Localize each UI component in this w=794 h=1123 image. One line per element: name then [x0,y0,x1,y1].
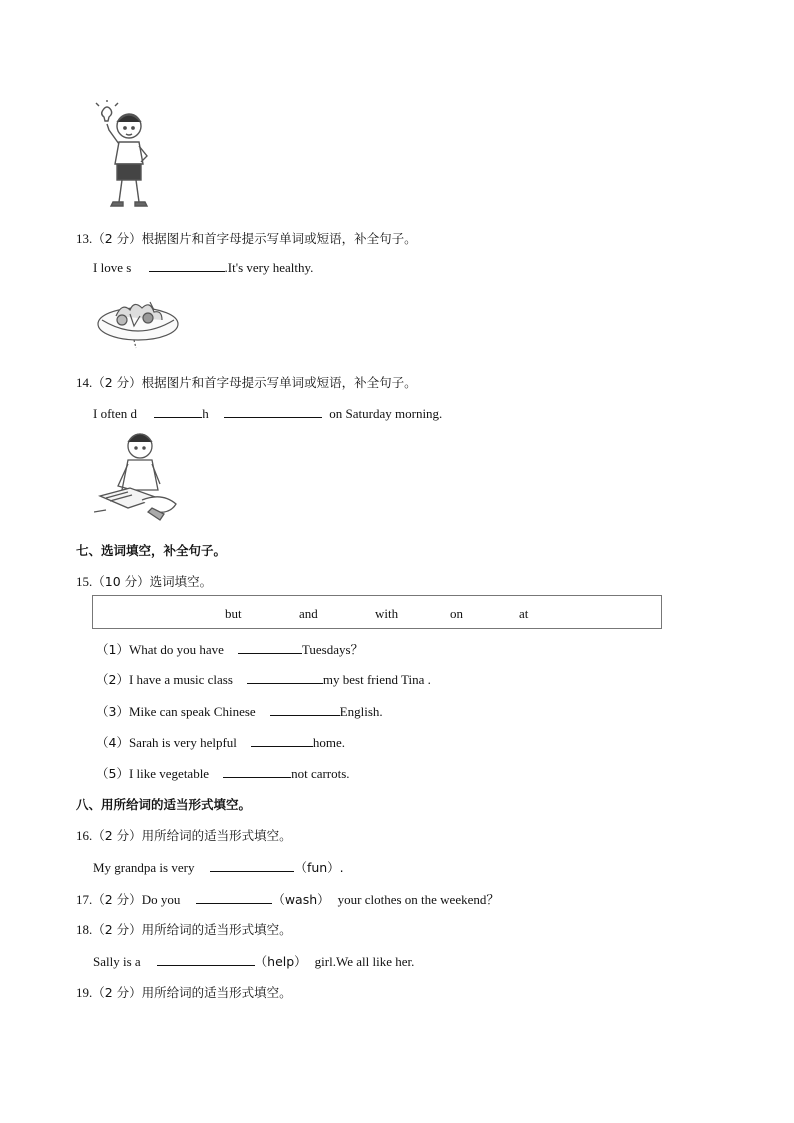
word-bank-word: and [299,606,318,621]
q13-sentence [93,259,313,276]
q14-sentence-pre: I often d [93,406,138,421]
q18-instruction: （2 分）用所给词的适当形式填空。 [92,922,292,937]
q18-sentence-post: girl.We all like her. [314,954,415,969]
boy-homework-illustration [94,430,186,530]
q13-header [76,229,417,247]
q14-number: 14. [76,375,93,390]
q14-sentence-post: on Saturday morning. [329,406,443,421]
q16-number: 16. [76,828,93,843]
q15-item-1 [96,639,364,658]
q15-header [76,572,212,590]
q15-number: 15. [76,574,93,589]
q18-header [76,920,292,938]
q17-sentence-pre: Do you [141,892,181,907]
q14-sentence-mid: h [202,406,209,421]
q15-item-post: English. [339,704,383,719]
q15-item-post: home. [312,735,346,750]
q14-answer-blank-2[interactable] [224,405,322,418]
q15-item-pre: I have a music class [128,672,233,687]
q16-instruction: （2 分）用所给词的适当形式填空。 [92,828,292,843]
q17-number: 17. [76,892,93,907]
q15-item-label: （2） [96,672,129,687]
q15-item-pre: Mike can speak Chinese [128,704,256,719]
q17-sentence-post: your clothes on the weekend？ [337,892,500,907]
word-bank-word: but [225,606,242,621]
q15-item-label: （3） [96,704,129,719]
q16-sentence [93,858,344,876]
word-bank-box [92,595,662,629]
q18-number: 18. [76,922,93,937]
q15-item-1-blank[interactable] [238,641,302,654]
q15-item-post: my best friend Tina . [322,672,431,687]
q19-header [76,983,292,1001]
word-bank-word: on [450,606,463,621]
word-bank-word: with [375,606,399,621]
q15-item-5-blank[interactable] [223,765,291,778]
q13-number: 13. [76,231,93,246]
q15-item-2 [96,670,431,688]
q15-item-pre: I like vegetable [128,766,210,781]
q15-item-4 [96,733,345,751]
q15-item-3 [96,702,383,720]
q16-hint: （fun）. [294,860,344,875]
q14-sentence [93,405,442,422]
q15-item-post: Tuesdays？ [301,642,364,657]
q15-item-4-blank[interactable] [251,734,313,747]
q15-item-label: （5） [96,766,129,781]
q13-answer-blank[interactable] [149,259,225,272]
salad-bowl-illustration [96,290,180,350]
q16-sentence-pre: My grandpa is very [93,860,195,875]
q18-answer-blank[interactable] [157,953,255,966]
q18-sentence [93,952,414,970]
section-8-title: 八、用所给词的适当形式填空。 [76,797,252,812]
q13-sentence-pre: I love s [93,260,132,275]
q17-answer-blank[interactable] [196,891,272,904]
q13-instruction: （2 分）根据图片和首字母提示写单词或短语，补全句子。 [92,231,417,246]
q16-answer-blank[interactable] [210,859,294,872]
q15-item-2-blank[interactable] [247,671,323,684]
q15-item-label: （1） [96,642,129,657]
q14-header [76,373,417,391]
q13-sentence-post: .It's very healthy. [224,260,314,275]
q15-item-3-blank[interactable] [270,703,340,716]
section-7-title: 七、选词填空，补全句子。 [76,543,227,558]
q15-item-label: （4） [96,735,129,750]
q18-sentence-pre: Sally is a [93,954,141,969]
q15-item-post: not carrots. [291,766,350,781]
q19-number: 19. [76,985,93,1000]
q17-hint: （wash） [272,892,330,907]
q15-item-5 [96,764,350,782]
q19-instruction: （2 分）用所给词的适当形式填空。 [92,985,292,1000]
q18-hint: （help） [254,954,307,969]
q14-instruction: （2 分）根据图片和首字母提示写单词或短语，补全句子。 [92,375,417,390]
q16-header [76,826,292,844]
word-bank-word: at [519,606,529,621]
q15-item-pre: Sarah is very helpful [128,735,237,750]
q15-item-pre: What do you have [128,642,224,657]
q17-line [76,889,499,908]
q14-answer-blank-1[interactable] [154,405,202,418]
q17-score: （2 分） [92,892,142,907]
boy-thinking-illustration [95,100,157,215]
q15-instruction: （10 分）选词填空。 [92,574,213,589]
